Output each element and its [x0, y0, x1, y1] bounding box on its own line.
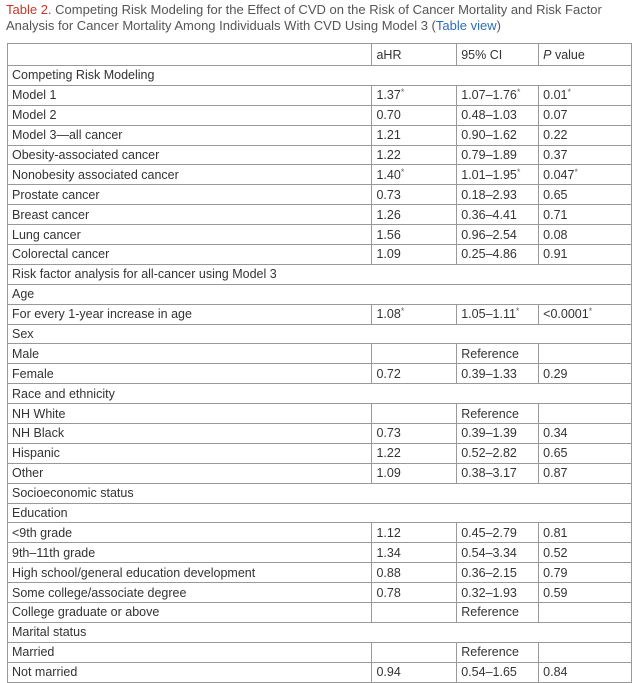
p-value-cell	[539, 304, 632, 324]
ci-cell	[457, 85, 539, 105]
ci-cell	[457, 344, 539, 364]
p-value-cell-value: 0.047	[543, 167, 575, 182]
section-row	[8, 384, 632, 404]
ci-cell	[457, 603, 539, 623]
p-value-cell-value: 0.81	[543, 525, 568, 540]
row-label-value: High school/general education development	[12, 565, 256, 580]
row-label	[8, 443, 372, 463]
p-value-cell	[539, 424, 632, 444]
p-value-cell	[539, 105, 632, 125]
ci-cell-value: 0.32–1.93	[461, 585, 517, 600]
ci-cell-value: 0.38–3.17	[461, 466, 517, 481]
row-label-value: Prostate cancer	[12, 187, 100, 202]
ci-cell-value: 0.96–2.54	[461, 227, 517, 242]
table-row	[8, 463, 632, 483]
ci-cell	[457, 662, 539, 682]
row-label	[8, 603, 372, 623]
table-caption	[6, 2, 632, 34]
ahr-cell	[372, 364, 457, 384]
ahr-cell	[372, 85, 457, 105]
p-value-cell-value: 0.65	[543, 187, 568, 202]
p-value-cell	[539, 165, 632, 185]
p-value-cell	[539, 404, 632, 424]
ahr-cell	[372, 105, 457, 125]
ahr-cell-value: 1.08	[376, 307, 401, 322]
section-row	[8, 66, 632, 86]
ci-cell	[457, 245, 539, 265]
ahr-cell	[372, 404, 457, 424]
p-value-cell-value: 0.34	[543, 426, 568, 441]
significance-marker: *	[515, 306, 520, 317]
ci-cell-value: 1.05–1.11	[461, 307, 516, 322]
ci-cell-value: 0.36–2.15	[461, 565, 517, 580]
significance-marker: *	[400, 306, 405, 317]
ci-cell-value: 0.39–1.39	[461, 426, 517, 441]
table-row	[8, 424, 632, 444]
section-row	[8, 264, 632, 284]
header-ci: 95% CI	[457, 44, 539, 66]
ci-cell	[457, 443, 539, 463]
p-value-cell	[539, 205, 632, 225]
table-row	[8, 205, 632, 225]
ci-cell-value: Reference	[461, 605, 519, 620]
row-label-value: Married	[12, 645, 55, 660]
row-label	[8, 563, 372, 583]
ahr-cell-value: 0.73	[376, 426, 401, 441]
ahr-cell	[372, 583, 457, 603]
header-p-rest: value	[551, 47, 585, 62]
header-p-value	[539, 44, 632, 66]
section-label: Risk factor analysis for all-cancer using Model 3	[8, 264, 632, 284]
ci-cell-value: 0.25–4.86	[461, 247, 517, 262]
p-value-cell	[539, 364, 632, 384]
p-value-cell	[539, 563, 632, 583]
ahr-cell	[372, 463, 457, 483]
row-label-value: Male	[12, 346, 40, 361]
row-label-value: College graduate or above	[12, 605, 160, 620]
ci-cell	[457, 304, 539, 324]
ahr-cell-value: 0.88	[376, 565, 401, 580]
p-value-cell	[539, 145, 632, 165]
ahr-cell	[372, 185, 457, 205]
header-ahr: aHR	[372, 44, 457, 66]
p-value-cell-value: 0.01	[543, 88, 568, 103]
ci-cell	[457, 642, 539, 662]
table-row	[8, 245, 632, 265]
table-row	[8, 543, 632, 563]
row-label	[8, 185, 372, 205]
ahr-cell	[372, 443, 457, 463]
table-row	[8, 225, 632, 245]
p-value-cell	[539, 185, 632, 205]
ci-cell-value: 0.52–2.82	[461, 446, 517, 461]
ahr-cell	[372, 543, 457, 563]
ahr-cell-value: 0.72	[376, 366, 401, 381]
row-label-value: <9th grade	[12, 525, 73, 540]
ahr-cell	[372, 563, 457, 583]
significance-marker: *	[400, 166, 405, 177]
row-label-value: Hispanic	[12, 446, 60, 461]
ci-cell	[457, 145, 539, 165]
ahr-cell	[372, 225, 457, 245]
table-row	[8, 165, 632, 185]
ci-cell	[457, 205, 539, 225]
significance-marker: *	[588, 306, 593, 317]
ci-cell	[457, 563, 539, 583]
row-label	[8, 364, 372, 384]
ci-cell	[457, 364, 539, 384]
p-value-cell-value: 0.22	[543, 128, 568, 143]
p-value-cell-value: 0.07	[543, 108, 568, 123]
ahr-cell-value: 1.26	[376, 207, 401, 222]
p-value-cell-value: 0.37	[543, 148, 568, 162]
ahr-cell	[372, 603, 457, 623]
row-label-value: For every 1-year increase in age	[12, 307, 192, 322]
ahr-cell	[372, 145, 457, 165]
ahr-cell	[372, 642, 457, 662]
p-value-cell	[539, 125, 632, 145]
row-label	[8, 304, 372, 324]
header-p-letter: P	[543, 47, 552, 62]
significance-marker: *	[574, 166, 578, 177]
p-value-cell	[539, 344, 632, 364]
p-value-cell	[539, 245, 632, 265]
section-label: Marital status	[8, 622, 632, 642]
ahr-cell	[372, 205, 457, 225]
ahr-cell	[372, 344, 457, 364]
ahr-cell	[372, 523, 457, 543]
ahr-cell-value: 0.70	[376, 108, 401, 123]
ci-cell	[457, 424, 539, 444]
row-label	[8, 85, 372, 105]
row-label-value: NH Black	[12, 426, 65, 441]
p-value-cell-value: 0.87	[543, 466, 568, 481]
section-label: Competing Risk Modeling	[8, 66, 632, 86]
row-label-value: Breast cancer	[12, 207, 90, 222]
row-label-value: Model 3—all cancer	[12, 128, 123, 143]
table-row	[8, 603, 632, 623]
row-label-value: Some college/associate degree	[12, 585, 187, 600]
table-row	[8, 364, 632, 384]
p-value-cell	[539, 543, 632, 563]
table-row	[8, 662, 632, 682]
row-label	[8, 662, 372, 682]
table-row	[8, 563, 632, 583]
section-row	[8, 622, 632, 642]
row-label	[8, 543, 372, 563]
row-label-value: Colorectal cancer	[12, 247, 110, 262]
row-label-value: Model 1	[12, 88, 57, 103]
table-body	[8, 66, 632, 683]
ahr-cell	[372, 304, 457, 324]
table-row	[8, 125, 632, 145]
ci-cell-value: 0.79–1.89	[461, 148, 517, 162]
ahr-cell-value: 1.12	[376, 525, 401, 540]
row-label	[8, 424, 372, 444]
caption-text: Competing Risk Modeling for the Effect of CVD on the Risk of Cancer Mortality and Risk Factor Analysis for Cancer Mortality Among Individuals With CVD Using Model 3 (	[6, 2, 602, 33]
row-label	[8, 145, 372, 165]
ci-cell	[457, 185, 539, 205]
table-row	[8, 145, 632, 165]
ahr-cell	[372, 165, 457, 185]
ahr-cell-value: 0.94	[376, 665, 401, 680]
table-row	[8, 642, 632, 662]
ci-cell	[457, 125, 539, 145]
row-label-value: Not married	[12, 665, 78, 680]
row-label	[8, 642, 372, 662]
p-value-cell	[539, 463, 632, 483]
caption-close-paren: )	[496, 18, 501, 33]
ci-cell-value: Reference	[461, 406, 519, 421]
row-label	[8, 165, 372, 185]
p-value-cell-value: 0.08	[543, 227, 568, 242]
table-row	[8, 185, 632, 205]
ahr-cell	[372, 245, 457, 265]
ahr-cell-value: 1.56	[376, 227, 401, 242]
row-label-value: Lung cancer	[12, 227, 81, 242]
ahr-cell-value: 1.34	[376, 545, 401, 560]
ahr-cell-value: 0.78	[376, 585, 401, 600]
row-label	[8, 245, 372, 265]
ci-cell	[457, 463, 539, 483]
p-value-cell	[539, 85, 632, 105]
ci-cell-value: 0.18–2.93	[461, 187, 517, 202]
ci-cell-value: Reference	[461, 645, 519, 660]
ahr-cell-value: 1.21	[376, 128, 401, 143]
header-label-column	[8, 44, 372, 66]
ci-cell	[457, 105, 539, 125]
significance-marker: *	[516, 87, 521, 98]
row-label	[8, 404, 372, 424]
section-label: Sex	[8, 324, 632, 344]
ci-cell-value: Reference	[461, 346, 519, 361]
ci-cell	[457, 543, 539, 563]
ci-cell-value: 0.90–1.62	[461, 128, 517, 143]
p-value-cell	[539, 523, 632, 543]
section-row	[8, 324, 632, 344]
ci-cell-value: 0.54–3.34	[461, 545, 517, 560]
row-label	[8, 125, 372, 145]
ci-cell	[457, 404, 539, 424]
row-label	[8, 583, 372, 603]
p-value-cell	[539, 603, 632, 623]
p-value-cell	[539, 443, 632, 463]
row-label	[8, 523, 372, 543]
p-value-cell-value: 0.84	[543, 665, 568, 680]
ahr-cell-value: 1.22	[376, 148, 401, 162]
table-row	[8, 344, 632, 364]
table-row	[8, 443, 632, 463]
table-row	[8, 404, 632, 424]
row-label	[8, 344, 372, 364]
p-value-cell	[539, 583, 632, 603]
ci-cell	[457, 583, 539, 603]
p-value-cell-value: 0.91	[543, 247, 568, 262]
p-value-cell-value: 0.59	[543, 585, 568, 600]
row-label-value: NH White	[12, 406, 66, 421]
ahr-cell	[372, 662, 457, 682]
table-row	[8, 583, 632, 603]
p-value-cell	[539, 225, 632, 245]
ahr-cell-value: 1.40	[376, 167, 401, 182]
row-label-value: Female	[12, 366, 54, 381]
ci-cell-value: 0.48–1.03	[461, 108, 517, 123]
significance-marker: *	[400, 87, 405, 98]
table-row	[8, 523, 632, 543]
table-number: Table 2.	[6, 2, 52, 17]
section-label: Age	[8, 284, 632, 304]
p-value-cell	[539, 662, 632, 682]
section-label: Education	[8, 503, 632, 523]
p-value-cell-value: 0.71	[543, 207, 568, 222]
row-label	[8, 105, 372, 125]
p-value-cell-value: 0.52	[543, 545, 568, 560]
p-value-cell-value: <0.0001	[543, 307, 589, 322]
ahr-cell-value: 1.22	[376, 446, 401, 461]
ci-cell-value: 0.39–1.33	[461, 366, 517, 381]
ci-cell-value: 0.54–1.65	[461, 665, 517, 680]
table-view-link[interactable]: Table view	[435, 18, 497, 33]
p-value-cell-value: 0.79	[543, 565, 568, 580]
section-label: Socioeconomic status	[8, 483, 632, 503]
row-label-value: Model 2	[12, 108, 57, 123]
p-value-cell	[539, 642, 632, 662]
ci-cell	[457, 225, 539, 245]
row-label	[8, 225, 372, 245]
ci-cell-value: 1.01–1.95	[461, 167, 517, 182]
table-row	[8, 105, 632, 125]
significance-marker: *	[567, 87, 571, 98]
header-row	[8, 44, 632, 66]
section-row	[8, 483, 632, 503]
ahr-cell-value: 1.37	[376, 88, 401, 103]
section-row	[8, 284, 632, 304]
row-label	[8, 205, 372, 225]
row-label-value: Nonobesity associated cancer	[12, 167, 179, 182]
row-label-value: Other	[12, 466, 44, 481]
row-label-value: Obesity-associated cancer	[12, 148, 160, 162]
ci-cell	[457, 523, 539, 543]
ci-cell-value: 0.45–2.79	[461, 525, 517, 540]
section-row	[8, 503, 632, 523]
ahr-cell-value: 1.09	[376, 247, 401, 262]
ci-cell-value: 1.07–1.76	[461, 88, 517, 103]
ahr-cell-value: 0.73	[376, 187, 401, 202]
ahr-cell	[372, 125, 457, 145]
p-value-cell-value: 0.29	[543, 366, 568, 381]
ci-cell	[457, 165, 539, 185]
ci-cell-value: 0.36–4.41	[461, 207, 517, 222]
section-label: Race and ethnicity	[8, 384, 632, 404]
table-row	[8, 304, 632, 324]
p-value-cell-value: 0.65	[543, 446, 568, 461]
results-table	[7, 43, 632, 683]
ahr-cell	[372, 424, 457, 444]
row-label-value: 9th–11th grade	[12, 545, 96, 560]
significance-marker: *	[516, 166, 521, 177]
table-row	[8, 85, 632, 105]
ahr-cell-value: 1.09	[376, 466, 401, 481]
row-label	[8, 463, 372, 483]
